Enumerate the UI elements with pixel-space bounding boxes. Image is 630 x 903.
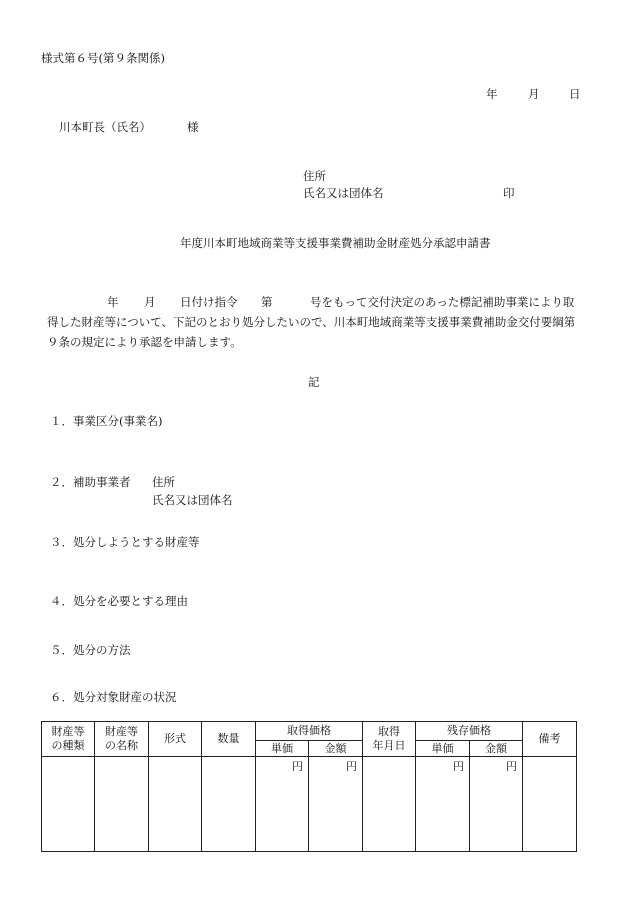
header-remarks: 備考 (523, 722, 577, 757)
addressee-honorific: 様 (187, 120, 199, 134)
item-3-property: ３．処分しようとする財産等 (50, 535, 200, 549)
cell-acq-date[interactable] (363, 757, 416, 852)
cell-remarks[interactable] (523, 757, 577, 852)
cell-res-unit-price[interactable] (416, 757, 470, 852)
header-residual-price: 残存価格 (416, 722, 523, 741)
header-property-type (42, 722, 95, 757)
header-res-amount: 金額 (470, 741, 523, 757)
applicant-address-label: 住所 (303, 169, 326, 183)
yen-unit-label: 円 (346, 760, 357, 773)
applicant-seal: 印 (503, 186, 515, 200)
header-acquisition-date-line1: 取得 (378, 725, 400, 738)
header-format: 形式 (149, 722, 202, 757)
cell-quantity[interactable] (202, 757, 256, 852)
item-2-address-label: 住所 (152, 475, 175, 489)
header-property-name (95, 722, 149, 757)
cell-res-amount[interactable] (470, 757, 523, 852)
document-title: 年度川本町地域商業等支援事業費補助金財産処分承認申請書 (180, 236, 491, 250)
body-year: 年 (107, 295, 119, 309)
header-acquisition-price: 取得価格 (256, 722, 363, 741)
cell-acq-amount[interactable] (309, 757, 363, 852)
form-number: 様式第６号(第９条関係) (41, 51, 165, 65)
cell-format[interactable] (149, 757, 202, 852)
item-4-reason: ４．処分を必要とする理由 (50, 594, 188, 608)
item-2-name-label: 氏名又は団体名 (152, 493, 233, 507)
yen-unit-label: 円 (453, 760, 464, 773)
header-acq-amount: 金額 (309, 741, 363, 757)
cell-property-name[interactable] (95, 757, 149, 852)
cell-acq-unit-price[interactable] (256, 757, 309, 852)
item-5-method: ５．処分の方法 (50, 643, 131, 657)
property-status-table (41, 721, 577, 852)
item-2-grantee: ２．補助事業者 (50, 475, 131, 489)
body-line2: 得した財産等について、下記のとおり処分したいので、川本町地域商業等支援事業費補助金交付要綱第 (47, 315, 576, 329)
body-line1: 号をもって交付決定のあった標記補助事業により取 (310, 295, 575, 309)
body-dai: 第 (261, 295, 273, 309)
yen-unit-label: 円 (506, 760, 517, 773)
header-acquisition-date (363, 722, 416, 757)
body-month: 月 (144, 295, 156, 309)
body-day-ref: 日付け指令 (180, 295, 238, 309)
header-acquisition-date-line2: 年月日 (372, 739, 406, 752)
header-property-name-line1: 財産等 (105, 725, 138, 738)
ki-heading: 記 (308, 375, 320, 389)
yen-unit-label: 円 (292, 760, 303, 773)
date-day-label: 日 (569, 87, 581, 101)
date-month-label: 月 (528, 87, 540, 101)
header-property-type-line2: の種類 (51, 739, 85, 752)
header-quantity: 数量 (202, 722, 256, 757)
header-acq-unit-price: 単価 (256, 741, 309, 757)
header-property-name-line2: の名称 (105, 739, 138, 752)
date-year-label: 年 (486, 87, 498, 101)
body-line3: ９条の規定により承認を申請します。 (47, 335, 242, 349)
applicant-name-label: 氏名又は団体名 (303, 186, 384, 200)
item-1-business-category: １．事業区分(事業名) (50, 414, 163, 428)
item-6-status: ６．処分対象財産の状況 (50, 690, 177, 704)
addressee-mayor: 川本町長（氏名） (59, 120, 151, 134)
header-property-type-line1: 財産等 (51, 725, 85, 738)
cell-property-type[interactable] (42, 757, 95, 852)
header-res-unit-price: 単価 (416, 741, 470, 757)
